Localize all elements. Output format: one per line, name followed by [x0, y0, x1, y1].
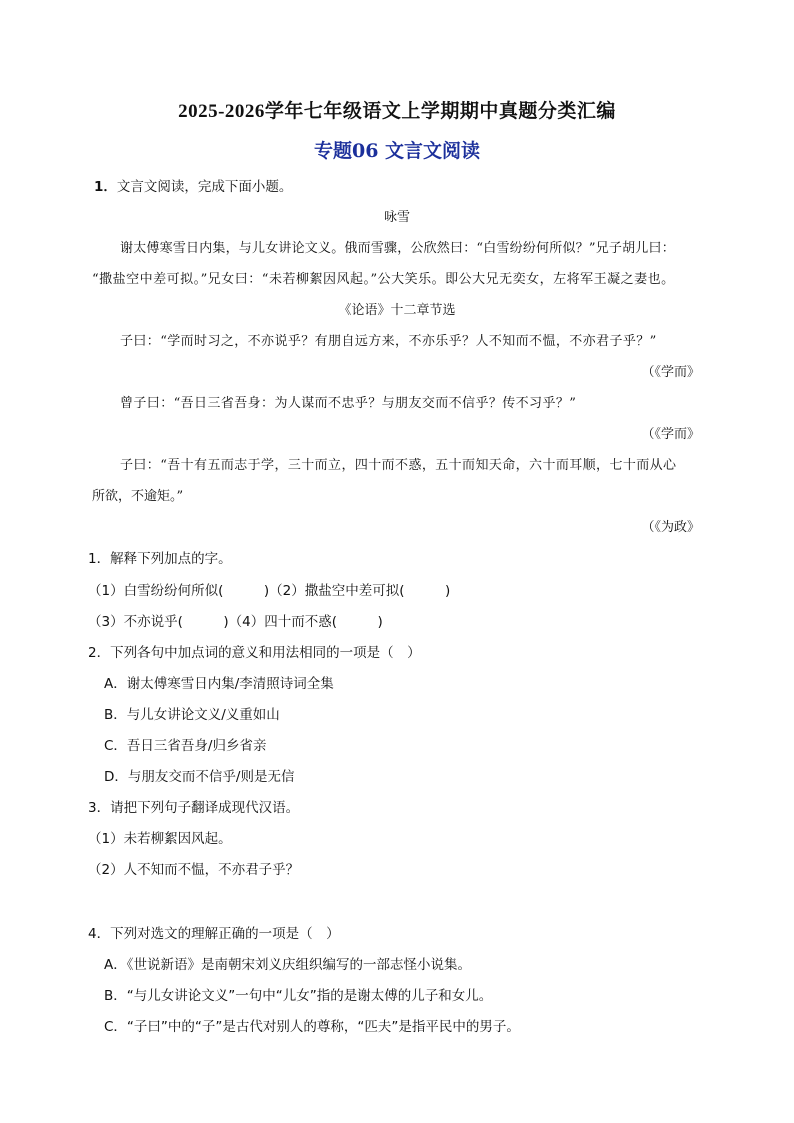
passage-line: 子曰：“学而时习之，不亦说乎？有朋自远方来，不亦乐乎？人不知而不愠，不亦君子乎？” — [120, 334, 657, 349]
passage-line: 谢太傅寒雪日内集，与儿女讲论文义。俄而雪骤，公欣然曰：“白雪纷纷何所似？”兄子胡儿曰： — [120, 241, 675, 256]
option-d: D．与朋友交而不信乎/则是无信 — [104, 769, 295, 785]
option-b: B．“与儿女讲论文义”一句中“儿女”指的是谢太傅的儿子和女儿。 — [104, 988, 493, 1004]
sub-question-2-stem: 2．下列各句中加点词的意义和用法相同的一项是（ ） — [88, 645, 421, 661]
passage-line: 子曰：“吾十有五而志于学，三十而立，四十而不惑，五十而知天命，六十而耳顺，七十而从心 — [120, 458, 677, 473]
translation-item: （1）未若柳絮因风起。 — [88, 831, 232, 847]
sub-question-1-row: （1）白雪纷纷何所似( )（2）撒盐空中差可拟( ) — [88, 583, 451, 599]
sub-question-4-stem: 4．下列对选文的理解正确的一项是（ ） — [88, 926, 340, 942]
option-c: C．吾日三省吾身/归乡省亲 — [104, 738, 267, 754]
passage-line: “撒盐空中差可拟。”兄女曰：“未若柳絮因风起。”公大笑乐。即公大兄无奕女，左将军王凝之妻也。 — [92, 272, 675, 287]
option-a: A．《世说新语》是南朝宋刘义庆组织编写的一部志怪小说集。 — [104, 957, 471, 973]
sub-question-1-stem: 1．解释下列加点的字。 — [88, 551, 232, 567]
passage-line: 曾子曰：“吾日三省吾身：为人谋而不忠乎？与朋友交而不信乎？传不习乎？” — [120, 396, 577, 411]
passage-source: （《学而》 — [641, 427, 700, 442]
sub-question-1-row: （3）不亦说乎( )（4）四十而不惑( ) — [88, 614, 383, 630]
passage-source: （《学而》 — [641, 365, 700, 380]
option-a: A．谢太傅寒雪日内集/李清照诗词全集 — [104, 676, 334, 692]
option-b: B．与儿女讲论文义/义重如山 — [104, 707, 280, 723]
question-number: 1． — [94, 179, 117, 195]
passage-title-lunyu: 《论语》十二章节选 — [338, 303, 456, 318]
passage-title-yongxue: 咏雪 — [383, 210, 410, 225]
document-title: 2025-2026学年七年级语文上学期期中真题分类汇编 — [178, 101, 616, 122]
question-1-header — [94, 178, 292, 196]
passage-line: 所欲，不逾矩。” — [92, 489, 184, 504]
topic-subtitle: 专题06 文言文阅读 — [313, 140, 481, 162]
option-c: C．“子曰”中的“子”是古代对别人的尊称，“匹夫”是指平民中的男子。 — [104, 1019, 520, 1035]
sub-question-3-stem: 3．请把下列句子翻译成现代汉语。 — [88, 800, 300, 816]
question-prompt: 文言文阅读，完成下面小题。 — [116, 179, 293, 195]
passage-source: （《为政》 — [641, 520, 700, 535]
translation-item: （2）人不知而不愠，不亦君子乎？ — [88, 862, 300, 878]
